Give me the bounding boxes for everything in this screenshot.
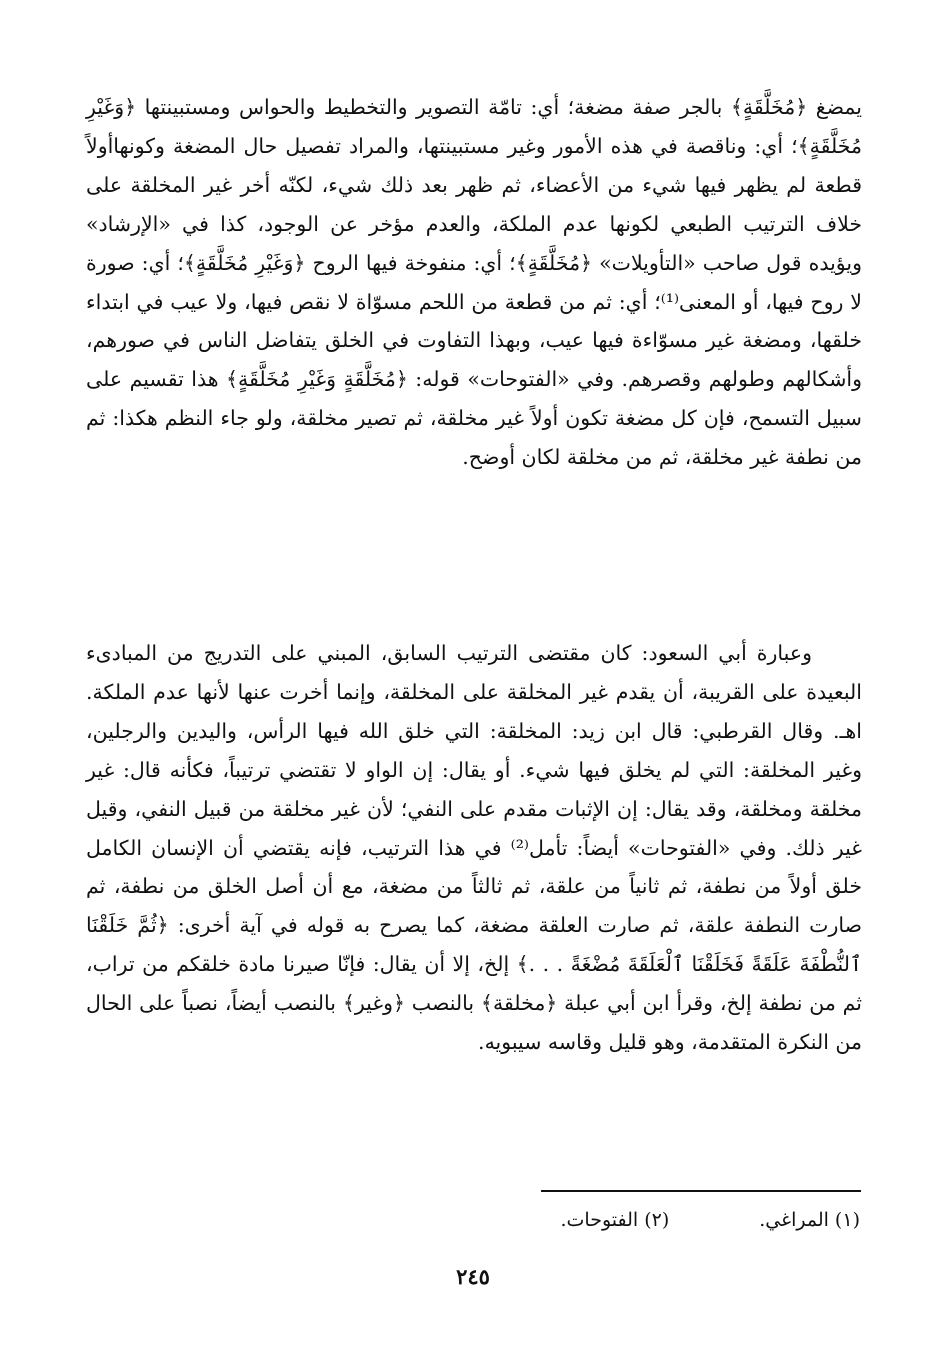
- footnotes: [84, 1206, 860, 1234]
- page-number: ٢٤٥: [456, 1264, 490, 1289]
- page-body: [86, 88, 863, 1055]
- footnote-1: (١) المراغي.: [759, 1209, 860, 1231]
- paragraph-2: وعبارة أبي السعود: كان مقتضى الترتيب السابق، المبني على التدريج من المبادىء البعيدة على القريبة، أن يقدم غير المخلقة على المخلقة، وإنما أخرت عنها لأنها عدم الملكة. اهـ. وقال القرطبي: قال ابن زيد: المخلقة: التي خلق الله فيها الرأس، واليدين والرجلين، وغير المخلقة: التي لم يخلق فيها شيء. أو يقال: إن الواو لا تقتضي ترتيباً، فكأنه قال: غير مخلقة ومخلقة، وقد يقال: إن الإثبات مقدم على النفي؛ لأن غير مخلقة من قبيل النفي، وقيل غير ذلك. وفي «الفتوحات» أيضاً: تأمل⁽²⁾ في هذا الترتيب، فإنه يقتضي أن الإنسان الكامل خلق أولاً من نطفة، ثم ثانياً من علقة، ثم ثالثاً من مضغة، مع أن أصل الخلق من نطفة، ثم صارت النطفة علقة، ثم صارت العلقة مضغة، كما يصرح به قوله في آية أخرى: ﴿ثُمَّ خَلَقْنَا ٱلنُّطْفَةَ عَلَقَةً فَخَلَقْنَا ٱلْعَلَقَةَ مُضْغَةً . . .﴾ إلخ، إلا أن يقال: فإنّا صيرنا مادة خلقكم من تراب، ثم من نطفة إلخ، وقرأ ابن أبي عبلة ﴿مخلقة﴾ بالنصب ﴿وغير﴾ بالنصب أيضاً، نصباً على الحال من النكرة المتقدمة، وهو قليل وقاسه سيبويه.: [86, 641, 863, 1055]
- paragraph-1: يمضغ ﴿مُخَلَّقَةٍ﴾ بالجر صفة مضغة؛ أي: تامّة التصوير والتخطيط والحواس ومستبينتها ﴿وَغَيْرِ مُخَلَّقَةٍ﴾؛ أي: وناقصة في هذه الأمور وغير مستبينتها، والمراد تفصيل حال المضغة وكونهاأولاً قطعة لم يظهر فيها شيء من الأعضاء، ثم ظهر بعد ذلك شيء، لكنّه أخر غير المخلقة على خلاف الترتيب الطبعي لكونها عدم الملكة، والعدم مؤخر عن الوجود، كذا في «الإرشاد» ويؤيده قول صاحب «التأويلات» ﴿مُخَلَّقَةٍ﴾؛ أي: منفوخة فيها الروح ﴿وَغَيْرِ مُخَلَّقَةٍ﴾؛ أي: صورة لا روح فيها، أو المعنى⁽¹⁾؛ أي: ثم من قطعة من اللحم مسوّاة لا نقص فيها، ولا عيب في ابتداء خلقها، ومضغة غير مسوّاءة فيها عيب، وبهذا التفاوت في الخلق يتفاضل الناس في صورهم، وأشكالهم وطولهم وقصرهم. وفي «الفتوحات» قوله: ﴿مُخَلَّقَةٍ وَغَيْرِ مُخَلَّقَةٍ﴾ هذا تقسيم على سبيل التسمح، فإن كل مضغة تكون أولاً غير مخلقة، ثم تصير مخلقة، ولو جاء النظم هكذا: ثم من نطفة غير مخلقة، ثم من مخلقة لكان أوضح.: [86, 95, 862, 470]
- footnote-separator: [541, 1190, 861, 1192]
- footnote-2: (٢) الفتوحات.: [560, 1209, 670, 1231]
